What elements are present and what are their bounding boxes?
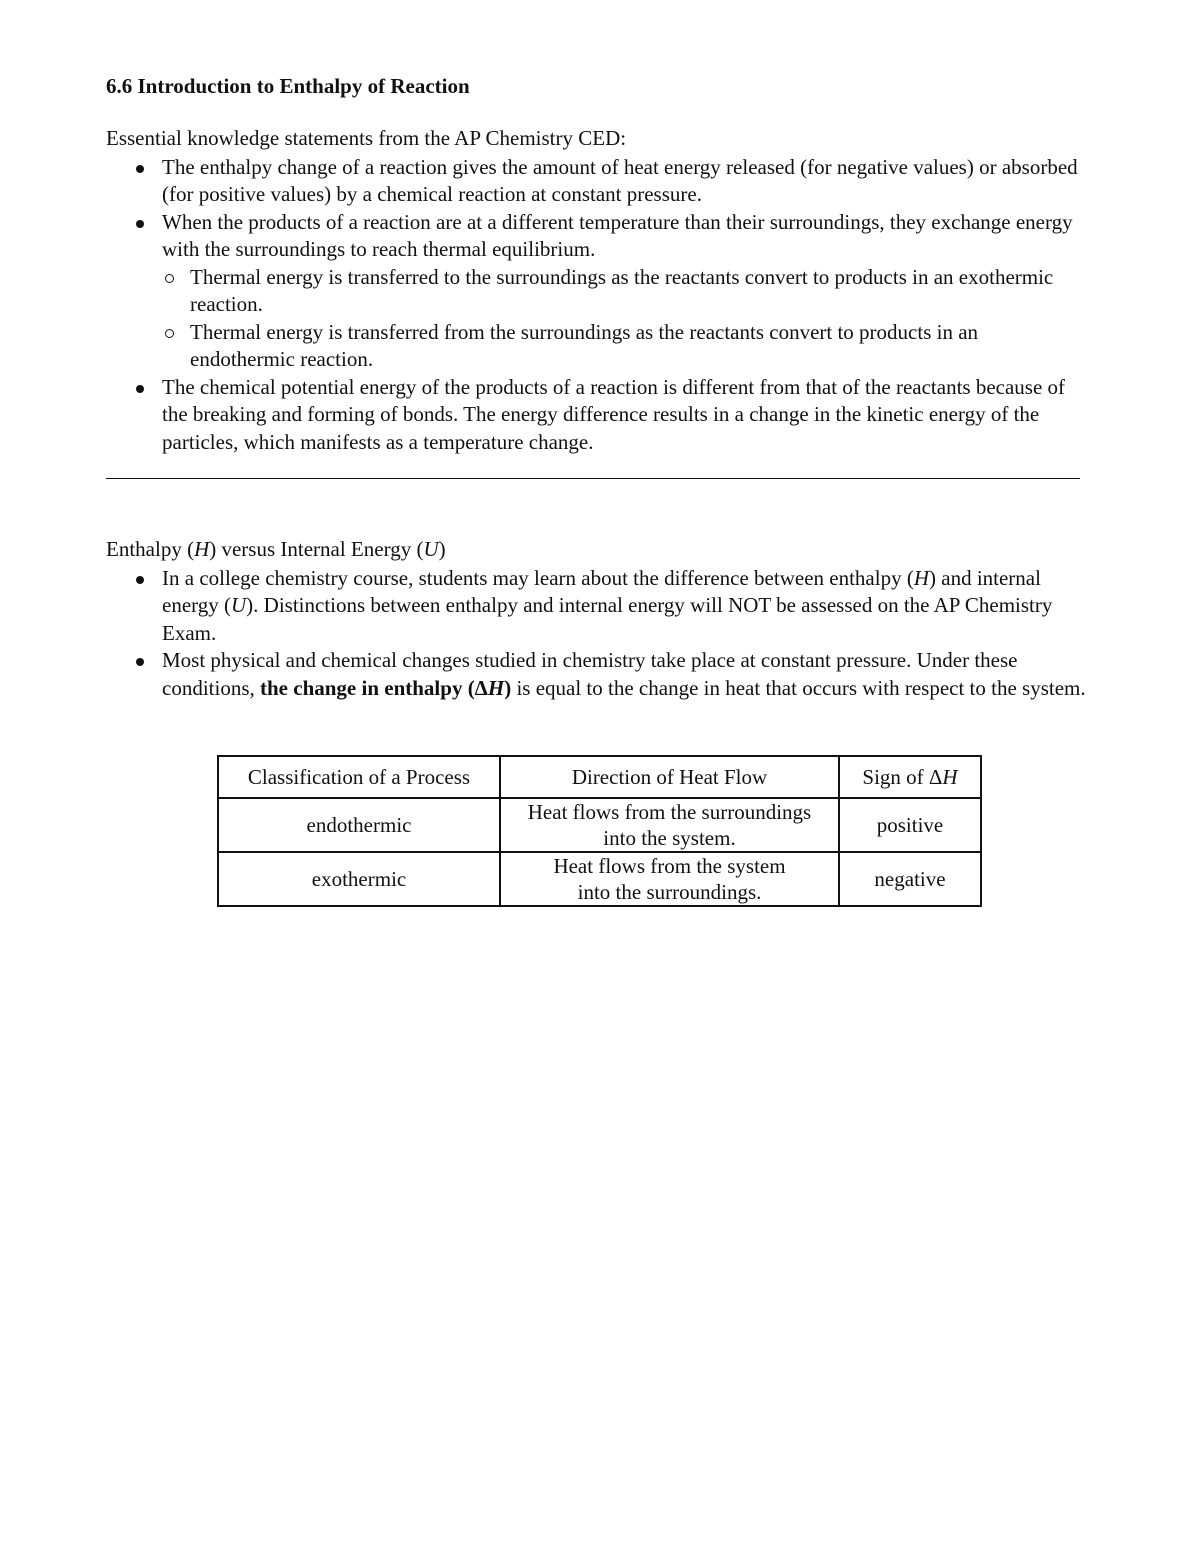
header-classification: Classification of a Process (218, 756, 500, 798)
table-header-row (218, 756, 981, 798)
list-item (106, 374, 1086, 457)
list-item (106, 647, 1086, 702)
essential-knowledge-section (106, 125, 1086, 456)
bold-phrase: the change in enthalpy (ΔH) (260, 675, 512, 700)
header-sign: Sign of ΔH (839, 756, 981, 798)
bullet-icon (136, 658, 144, 666)
sub-bullet-text: Thermal energy is transferred to the surroundings as the reactants convert to products in an exothermic reaction. (190, 264, 1054, 316)
list-item (106, 565, 1086, 648)
cell-classification: endothermic (218, 798, 500, 852)
cell-direction: Heat flows from the system into the surroundings. (500, 852, 839, 906)
page-title: 6.6 Introduction to Enthalpy of Reaction (106, 74, 470, 98)
bullet-text: Most physical and chemical changes studied in chemistry take place at constant pressure. Under these conditions, the change in enthalpy (ΔH) is equal to the change in heat that occurs with respect to the system. (162, 648, 1086, 700)
bullet-text: When the products of a reaction are at a different temperature than their surroundings, they exchange energy with the surroundings to reach thermal equilibrium. (162, 209, 1073, 261)
essential-knowledge-heading: Essential knowledge statements from the AP Chemistry CED: (106, 126, 627, 150)
section-heading: Enthalpy (H) versus Internal Energy (U) (106, 537, 446, 561)
horizontal-divider (106, 478, 1080, 479)
enthalpy-vs-internal-energy-section (106, 536, 1086, 702)
cell-sign: negative (839, 852, 981, 906)
bullet-icon (136, 165, 144, 173)
heat-flow-table (217, 755, 982, 907)
bullet-text: In a college chemistry course, students may learn about the difference between enthalpy (H) and internal energy (U). Distinctions between enthalpy and internal energy will NOT be assessed on the AP Chemistry Exam. (162, 565, 1053, 645)
table-row (218, 852, 981, 906)
enthalpy-list (106, 565, 1086, 703)
hollow-bullet-icon (165, 329, 174, 338)
bullet-icon (136, 385, 144, 393)
sub-list (162, 264, 1086, 374)
sub-bullet-text: Thermal energy is transferred from the surroundings as the reactants convert to products in an endothermic reaction. (190, 319, 979, 371)
bullet-text: The enthalpy change of a reaction gives the amount of heat energy released (for negative values) or absorbed (for positive values) by a chemical reaction at constant pressure. (162, 154, 1078, 206)
bullet-text: The chemical potential energy of the products of a reaction is different from that of the reactants because of the breaking and forming of bonds. The energy difference results in a change in the kinetic energy of the particles, which manifests as a temperature change. (162, 374, 1066, 454)
sub-list-item (162, 319, 1086, 374)
list-item (106, 154, 1086, 209)
header-direction: Direction of Heat Flow (500, 756, 839, 798)
essential-knowledge-list (106, 154, 1086, 457)
cell-sign: positive (839, 798, 981, 852)
bullet-icon (136, 220, 144, 228)
list-item (106, 209, 1086, 374)
sub-list-item (162, 264, 1086, 319)
bullet-icon (136, 576, 144, 584)
cell-direction: Heat flows from the surroundings into the system. (500, 798, 839, 852)
table-row (218, 798, 981, 852)
cell-classification: exothermic (218, 852, 500, 906)
hollow-bullet-icon (165, 274, 174, 283)
